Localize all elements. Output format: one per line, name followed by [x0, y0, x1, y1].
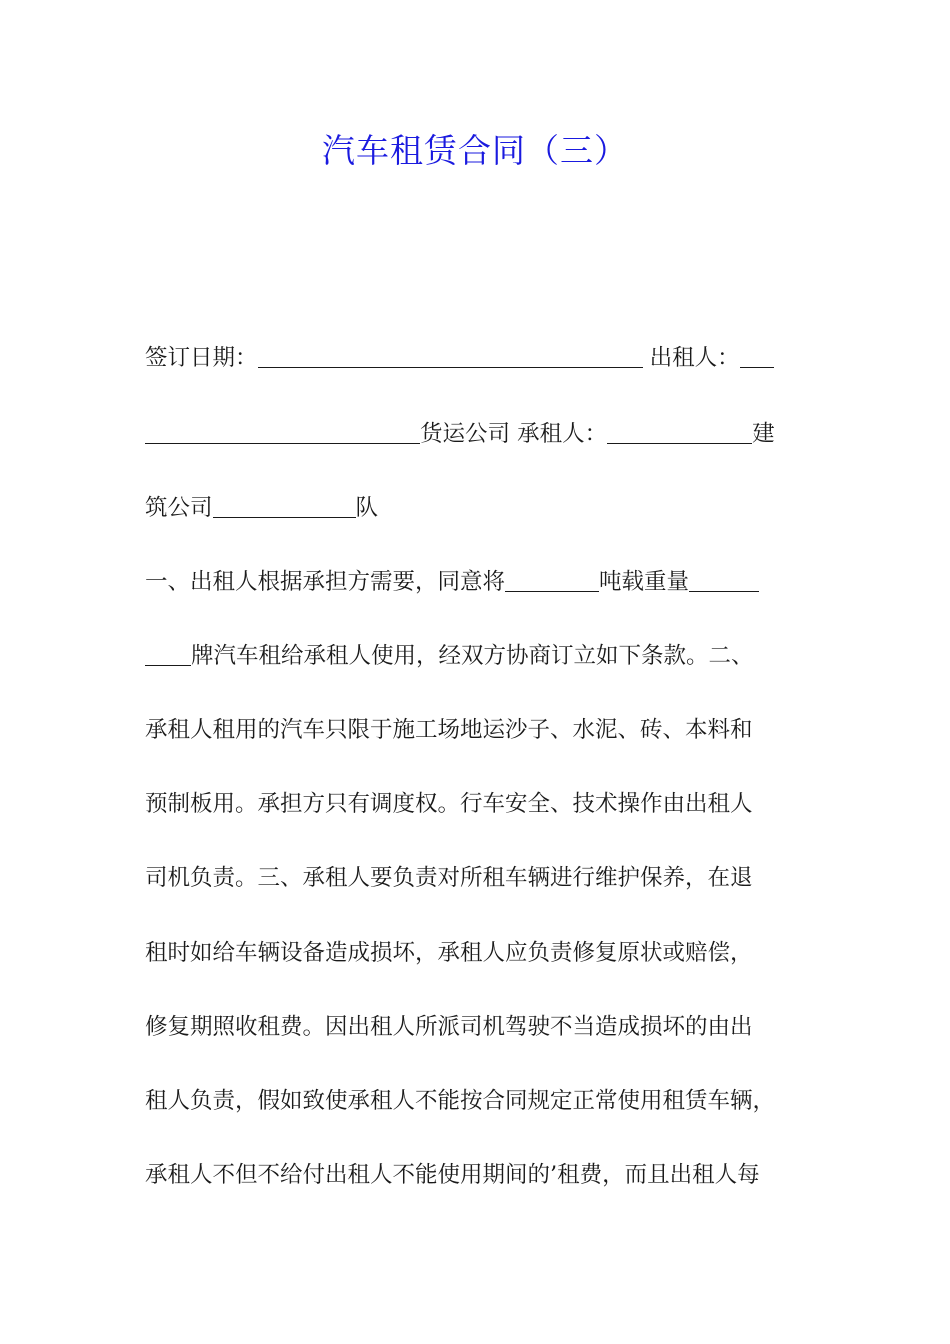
lessee-label: 货运公司 承租人：	[420, 421, 608, 447]
line-text: 牌汽车租给承租人使用，经双方协商订立如下条款。二、	[191, 643, 754, 669]
tonnage-blank	[505, 569, 599, 592]
body-line: 承租人租用的汽车只限于施工场地运沙子、水泥、砖、本料和	[145, 717, 753, 743]
line-text: 队	[355, 495, 379, 521]
signing-date-label: 签订日期：	[145, 345, 258, 371]
lessee-blank	[607, 421, 752, 444]
body-line: 租时如给车辆设备造成损坏，承租人应负责修复原状或赔偿，	[145, 940, 753, 966]
document-title: 汽车租赁合同（三）	[322, 131, 628, 170]
lessor-label: 出租人：	[642, 345, 740, 371]
body-line: 承租人不但不给付出租人不能使用期间的’租费，而且出租人每	[145, 1162, 760, 1188]
brand-blank	[689, 569, 759, 592]
parties-line	[145, 418, 810, 450]
clause-line	[145, 566, 810, 598]
body-line: 租人负责，假如致使承租人不能按合同规定正常使用租赁车辆，	[145, 1088, 776, 1114]
body-line: 预制板用。承担方只有调度权。行车安全、技术操作由出租人	[145, 791, 753, 817]
line-text: 一、出租人根据承担方需要，同意将	[145, 569, 506, 595]
lessor-name-blank	[145, 421, 420, 444]
body-line: 司机负责。三、承租人要负责对所租车辆进行维护保养，在退	[145, 865, 753, 891]
body-line: 修复期照收租费。因出租人所派司机驾驶不当造成损坏的由出	[145, 1014, 753, 1040]
team-blank	[213, 495, 356, 518]
brand-blank-cont	[145, 643, 191, 666]
signing-date-blank	[258, 345, 643, 368]
line-text: 筑公司	[145, 495, 213, 521]
line-text: 建	[752, 421, 775, 447]
lessor-blank	[740, 345, 774, 368]
team-line	[145, 492, 810, 524]
clause-line	[145, 640, 810, 672]
signing-line	[145, 342, 810, 374]
line-text: 吨载重量	[599, 569, 690, 595]
